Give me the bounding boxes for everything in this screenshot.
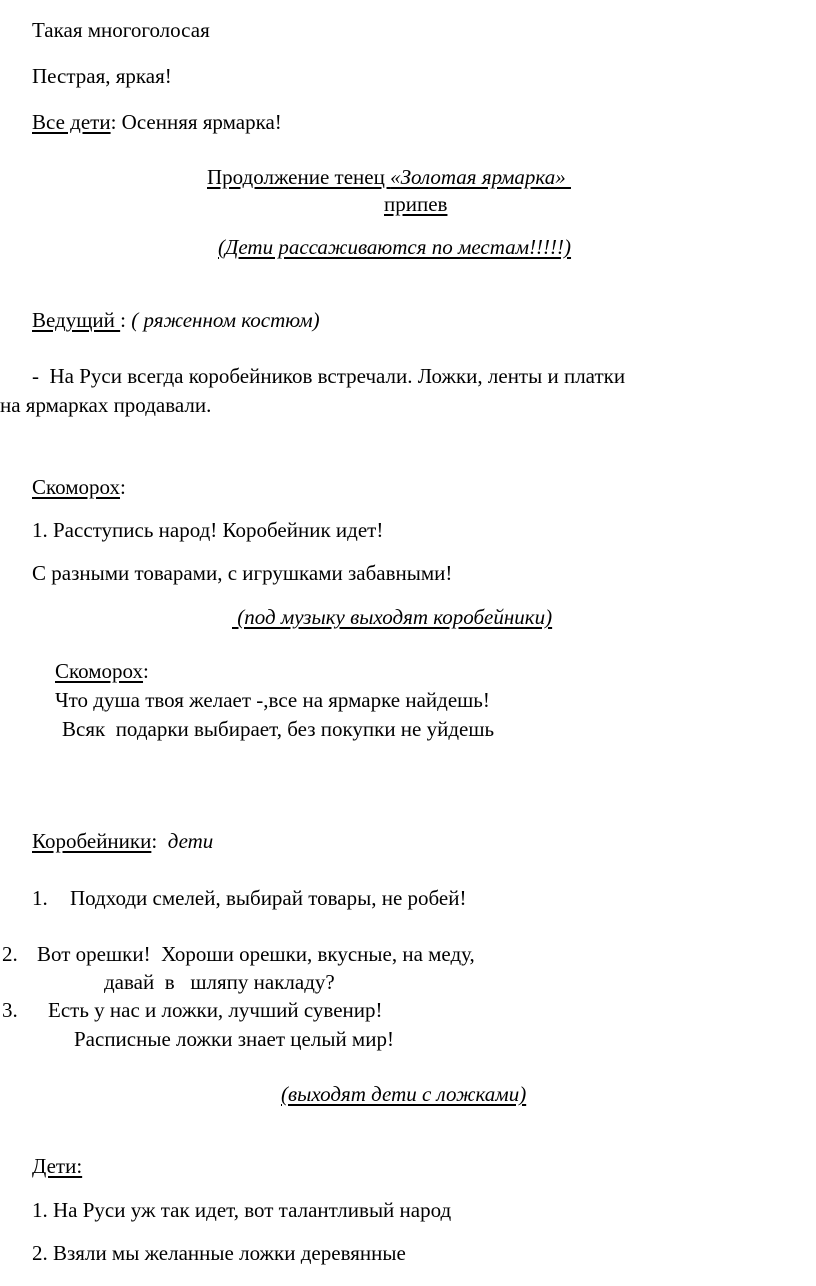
performers-note: дети [167,829,214,853]
children-heading: Дети: [32,1154,83,1178]
list-number-3: 3. [2,998,18,1022]
dance-continuation [207,167,571,188]
verse-line-3 [32,112,282,133]
speaker-label: Ведущий [32,308,121,332]
speaker-label: Все дети [32,110,111,134]
jester-heading-2: Скоморох: [55,659,149,683]
children-line-1: 1. На Руси уж так идет, вот талантливый народ [32,1198,452,1222]
costume-note: ( ряженном костюм) [131,308,320,332]
peddler-line-1: Подходи смелей, выбирай товары, не робей! [70,886,467,910]
jester-line-2: С разными товарами, с игрушками забавными! [32,561,453,585]
peddler-line-2: Вот орешки! Хороши орешки, вкусные, на меду, [37,942,475,966]
host-line-1: - На Руси всегда коробейников встречали. Ложки, ленты и платки [32,364,626,388]
list-number-1: 1. [32,886,48,910]
dance-name: «Золотая ярмарка» [390,165,571,189]
list-number-2: 2. [2,942,18,966]
stage-direction: (Дети рассаживаются по местам!!!!!) [218,235,572,259]
peddlers-heading: Коробейники: дети [32,829,214,853]
jester-line-1: 1. Расступись народ! Коробейник идет! [32,518,384,542]
stage-direction: (выходят дети с ложками) [281,1082,527,1106]
host-line-2: на ярмарках продавали. [0,393,212,417]
children-line-2: 2. Взяли мы желанные ложки деревянные [32,1241,406,1265]
jester-heading-1: Скоморох: [32,475,126,499]
verse-line-1: Такая многоголосая [32,18,210,42]
speaker-label: Коробейники [32,829,152,853]
verse-line-2: Пестрая, яркая! [32,64,172,88]
stage-direction: (под музыку выходят коробейники) [232,605,553,629]
chorus-label: припев [384,192,448,216]
line-text: : Осенняя ярмарка! [110,110,282,134]
peddler-line-3: давай в шляпу накладу? [104,970,335,994]
speaker-label: Скоморох [55,659,144,683]
jester-line-4: Всяк подарки выбирает, без покупки не уйдешь [62,717,495,741]
speaker-label: Скоморох [32,475,121,499]
peddler-line-5: Расписные ложки знает целый мир! [74,1027,394,1051]
dance-title: Продолжение тенец [207,165,391,189]
host-heading: Ведущий : ( ряженном костюм) [32,308,320,332]
peddler-line-4: Есть у нас и ложки, лучший сувенир! [48,998,383,1022]
jester-line-3: Что душа твоя желает -,все на ярмарке найдешь! [55,688,490,712]
